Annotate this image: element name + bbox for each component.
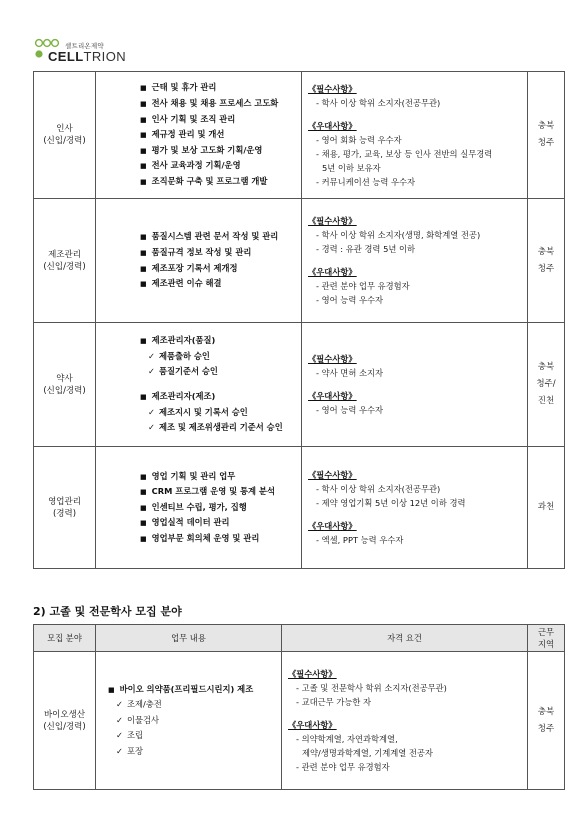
- checkmark-icon: ✓: [148, 350, 155, 361]
- duty-line: [140, 515, 301, 531]
- text-line: (신입/경력): [43, 721, 86, 732]
- bullet-icon: ■: [140, 393, 147, 401]
- bullet-icon: ■: [140, 162, 147, 171]
- qualification-text: - 영어 능력 우수자: [316, 295, 384, 305]
- text-line: 충북: [537, 121, 555, 131]
- qualification-text: 《우대사항》: [308, 267, 357, 277]
- qualification-line: [308, 133, 527, 147]
- qualification-text: 《필수사항》: [308, 470, 357, 480]
- text-line: (신입/경력): [43, 261, 86, 272]
- qualification-text: 《필수사항》: [308, 354, 357, 364]
- duty-text: 제조포장 기록서 제개정: [151, 262, 238, 273]
- checkmark-icon: ✓: [148, 422, 155, 433]
- duty-text: 영업부문 회의체 운영 및 관리: [151, 532, 260, 543]
- header-duty: 업무 내용: [96, 625, 282, 652]
- duty-line: [140, 389, 301, 405]
- qualification-text: 《필수사항》: [308, 83, 357, 94]
- text-line: 진천: [537, 396, 555, 406]
- header-location: 근무 지역: [528, 625, 565, 652]
- header-field: 모집 분야: [34, 625, 96, 652]
- text-line: 약사: [56, 373, 73, 384]
- qualification-line: [288, 732, 527, 746]
- category-cell: [34, 323, 96, 447]
- spacer: [140, 380, 301, 389]
- spacer: [308, 110, 527, 119]
- qualification-line: [308, 468, 527, 482]
- qualification-text: - 엑셀, PPT 능력 우수자: [316, 535, 404, 545]
- qualification-line: [308, 242, 527, 256]
- spacer: [308, 380, 527, 389]
- duty-line: [108, 697, 281, 713]
- qualifications-cell: [302, 199, 528, 323]
- bullet-icon: ■: [108, 685, 115, 694]
- duty-line: [140, 276, 301, 292]
- duty-line: [108, 728, 281, 744]
- qualification-text: - 의약학계열, 자연과학계열,: [296, 734, 398, 744]
- duty-line: [140, 420, 301, 436]
- text-line: 바이오생산: [43, 709, 86, 720]
- qualification-text: - 학사 이상 학위 소지자(전공무관): [316, 97, 441, 108]
- text-line: 청주: [537, 138, 555, 148]
- duty-line: [140, 245, 301, 261]
- text-line: 청주/: [536, 379, 556, 389]
- duty-line: [140, 405, 301, 421]
- qualification-text: - 채용, 평가, 교육, 보상 등 인사 전반의 실무경력: [316, 148, 493, 159]
- text-line: 인사: [56, 124, 73, 134]
- recruitment-table-1: [33, 71, 565, 569]
- bullet-icon: ■: [140, 519, 147, 528]
- bullet-icon: ■: [140, 503, 147, 512]
- duty-text: 조직문화 구축 및 프로그램 개발: [151, 175, 268, 186]
- qualification-text: - 관련 분야 업무 유경험자: [296, 762, 390, 772]
- text-line: 충북: [537, 362, 555, 372]
- duty-line: [140, 229, 301, 245]
- qualification-text: - 관련 분야 업무 유경험자: [316, 281, 410, 291]
- header-qual: 자격 요건: [282, 625, 528, 652]
- celltrion-logo: [34, 38, 144, 64]
- qualification-text: - 경력 : 유관 경력 5년 이하: [316, 244, 416, 254]
- bullet-icon: ■: [140, 248, 147, 257]
- qualification-text: 《필수사항》: [288, 669, 337, 679]
- checkmark-icon: ✓: [116, 699, 123, 710]
- qualification-line: [288, 760, 527, 774]
- spacer: [308, 510, 527, 519]
- qualification-text: 《우대사항》: [308, 120, 357, 131]
- section-title: 2) 고졸 및 전문학사 모집 분야: [33, 605, 182, 618]
- qualification-text: 제약/생명과학계열, 기계계열 전공자: [302, 748, 433, 758]
- qualification-text: 5년 이하 보유자: [322, 162, 381, 173]
- bullet-icon: ■: [140, 472, 147, 481]
- duty-line: [140, 80, 301, 96]
- text-line: 제조관리: [48, 249, 81, 260]
- duty-text: 품질시스템 관련 문서 작성 및 관리: [151, 231, 279, 242]
- duty-line: [140, 469, 301, 485]
- location-cell: [528, 199, 565, 323]
- duty-line: [140, 127, 301, 143]
- qualification-line: [308, 82, 527, 96]
- qualification-line: [308, 214, 527, 228]
- location-cell: [528, 72, 565, 199]
- text-line: 영업관리: [48, 496, 81, 507]
- duties-cell: [96, 199, 302, 323]
- qualification-line: [308, 147, 527, 161]
- spacer: [308, 256, 527, 265]
- duty-line: [140, 261, 301, 277]
- category-cell: [34, 652, 96, 790]
- duty-text: 제조지시 및 기록서 승인: [158, 406, 248, 417]
- bullet-icon: ■: [140, 233, 147, 242]
- qualification-line: [308, 161, 527, 175]
- duty-text: 전사 교육과정 기획/운영: [151, 160, 241, 171]
- duty-text: 인센티브 수립, 평가, 집행: [151, 501, 247, 512]
- text-line: 충북: [537, 246, 555, 257]
- text-line: 과천: [537, 502, 555, 512]
- qualifications-cell: [282, 652, 528, 790]
- duty-text: 인사 기획 및 조직 관리: [151, 113, 236, 124]
- bullet-icon: ■: [140, 337, 147, 346]
- checkmark-icon: ✓: [116, 745, 123, 756]
- bullet-icon: ■: [140, 100, 147, 109]
- duty-text: 근태 및 휴가 관리: [151, 82, 217, 93]
- text-line: 청주: [537, 263, 555, 274]
- qualification-line: [308, 352, 527, 366]
- qualification-line: [308, 279, 527, 293]
- location-cell: [528, 447, 565, 569]
- qualification-line: [288, 718, 527, 732]
- bullet-icon: ■: [140, 280, 147, 289]
- duty-line: [140, 96, 301, 112]
- duty-text: 제조관련 이슈 해결: [151, 278, 222, 289]
- category-cell: [34, 72, 96, 199]
- duty-text: 바이오 의약품(프리필드시린지) 제조: [119, 683, 254, 694]
- qualifications-cell: [302, 323, 528, 447]
- bullet-icon: ■: [140, 264, 147, 273]
- duty-line: [140, 158, 301, 174]
- qualification-text: 《우대사항》: [288, 720, 337, 730]
- duty-text: 제조관리자(제조): [151, 391, 216, 401]
- qualification-text: - 학사 이상 학위 소지자(전공무관): [316, 484, 441, 494]
- duty-text: 품질규격 정보 작성 및 관리: [151, 246, 252, 257]
- table-header-row: [34, 625, 565, 652]
- text-line: (신입/경력): [43, 385, 86, 396]
- qualification-text: - 제약 영업기획 5년 이상 12년 이하 경력: [316, 498, 466, 508]
- duty-text: 영업 기획 및 관리 업무: [151, 470, 236, 481]
- duty-text: 이물검사: [126, 714, 160, 725]
- qualifications-cell: [302, 447, 528, 569]
- table-row: [34, 72, 565, 199]
- qualification-text: - 커뮤니케이션 능력 우수자: [316, 176, 416, 187]
- duty-line: [108, 682, 281, 698]
- qualification-text: - 약사 면허 소지자: [316, 368, 384, 378]
- table-row: [34, 652, 565, 790]
- duties-cell: [96, 652, 282, 790]
- location-cell: [528, 323, 565, 447]
- qualification-line: [308, 519, 527, 533]
- duty-line: [108, 713, 281, 729]
- qualification-text: - 고졸 및 전문학사 학위 소지자(전공무관): [296, 683, 447, 693]
- qualification-line: [288, 746, 527, 760]
- checkmark-icon: ✓: [148, 366, 155, 377]
- qualification-line: [288, 667, 527, 681]
- text-line: (신입/경력): [43, 136, 86, 146]
- qualification-text: 《필수사항》: [308, 216, 357, 226]
- duty-text: CRM 프로그램 운영 및 통계 분석: [151, 486, 275, 497]
- bullet-icon: ■: [140, 84, 147, 93]
- qualification-text: 《우대사항》: [308, 391, 357, 401]
- duty-line: [140, 364, 301, 380]
- duty-line: [140, 333, 301, 349]
- checkmark-icon: ✓: [116, 714, 123, 725]
- duty-line: [108, 744, 281, 760]
- qualification-line: [308, 119, 527, 133]
- text-line: 청주: [537, 723, 555, 734]
- qualification-line: [308, 496, 527, 510]
- logo-brand-name: CELLTRION: [48, 49, 126, 64]
- qualification-line: [308, 293, 527, 307]
- bullet-icon: ■: [140, 488, 147, 497]
- bullet-icon: ■: [140, 115, 147, 124]
- qualification-line: [308, 96, 527, 110]
- qualification-text: - 교대근무 가능한 자: [296, 697, 372, 707]
- qualification-line: [308, 533, 527, 547]
- bullet-icon: ■: [140, 146, 147, 155]
- table-row: [34, 447, 565, 569]
- qualification-line: [308, 389, 527, 403]
- table-row: [34, 199, 565, 323]
- qualification-line: [308, 366, 527, 380]
- duty-line: [140, 349, 301, 365]
- duty-text: 제조관리자(품질): [151, 335, 216, 346]
- duty-text: 제규정 관리 및 개선: [151, 129, 225, 140]
- bullet-icon: ■: [140, 534, 147, 543]
- duty-text: 평가 및 보상 고도화 기획/운영: [151, 144, 263, 155]
- duty-line: [140, 112, 301, 128]
- spacer: [288, 709, 527, 718]
- text-line: 충북: [537, 706, 555, 717]
- qualification-text: - 영어 능력 우수자: [316, 405, 384, 415]
- duty-line: [140, 174, 301, 190]
- checkmark-icon: ✓: [148, 406, 155, 417]
- duty-line: [140, 484, 301, 500]
- table-row: [34, 323, 565, 447]
- duty-text: 전사 채용 및 채용 프로세스 고도화: [151, 98, 279, 109]
- duty-text: 조립: [126, 730, 143, 741]
- duty-line: [140, 531, 301, 547]
- location-cell: [528, 652, 565, 790]
- qualifications-cell: [302, 72, 528, 199]
- qualification-line: [308, 482, 527, 496]
- duties-cell: [96, 72, 302, 199]
- logo-korean-name: 셀트리온제약: [65, 42, 104, 50]
- qualification-line: [308, 403, 527, 417]
- bullet-icon: ■: [140, 131, 147, 140]
- duty-text: 영업실적 데이터 관리: [151, 517, 230, 528]
- qualification-text: 《우대사항》: [308, 521, 357, 531]
- duty-line: [140, 500, 301, 516]
- duty-text: 제품출하 승인: [158, 350, 210, 361]
- duty-text: 포장: [126, 745, 143, 756]
- qualification-line: [288, 681, 527, 695]
- qualification-text: - 학사 이상 학위 소지자(생명, 화학계열 전공): [316, 230, 481, 240]
- duty-text: 조제/충전: [126, 699, 162, 710]
- category-cell: [34, 447, 96, 569]
- text-line: (경력): [52, 508, 77, 519]
- qualification-text: - 영어 회화 능력 우수자: [316, 134, 402, 145]
- recruitment-table-2: [33, 624, 565, 790]
- qualification-line: [308, 228, 527, 242]
- checkmark-icon: ✓: [116, 730, 123, 741]
- duties-cell: [96, 447, 302, 569]
- duties-cell: [96, 323, 302, 447]
- duty-line: [140, 143, 301, 159]
- qualification-line: [308, 175, 527, 189]
- duty-text: 품질기준서 승인: [158, 366, 218, 377]
- category-cell: [34, 199, 96, 323]
- bullet-icon: ■: [140, 177, 147, 186]
- duty-text: 제조 및 제조위생관리 기준서 승인: [158, 422, 283, 433]
- qualification-line: [308, 265, 527, 279]
- qualification-line: [288, 695, 527, 709]
